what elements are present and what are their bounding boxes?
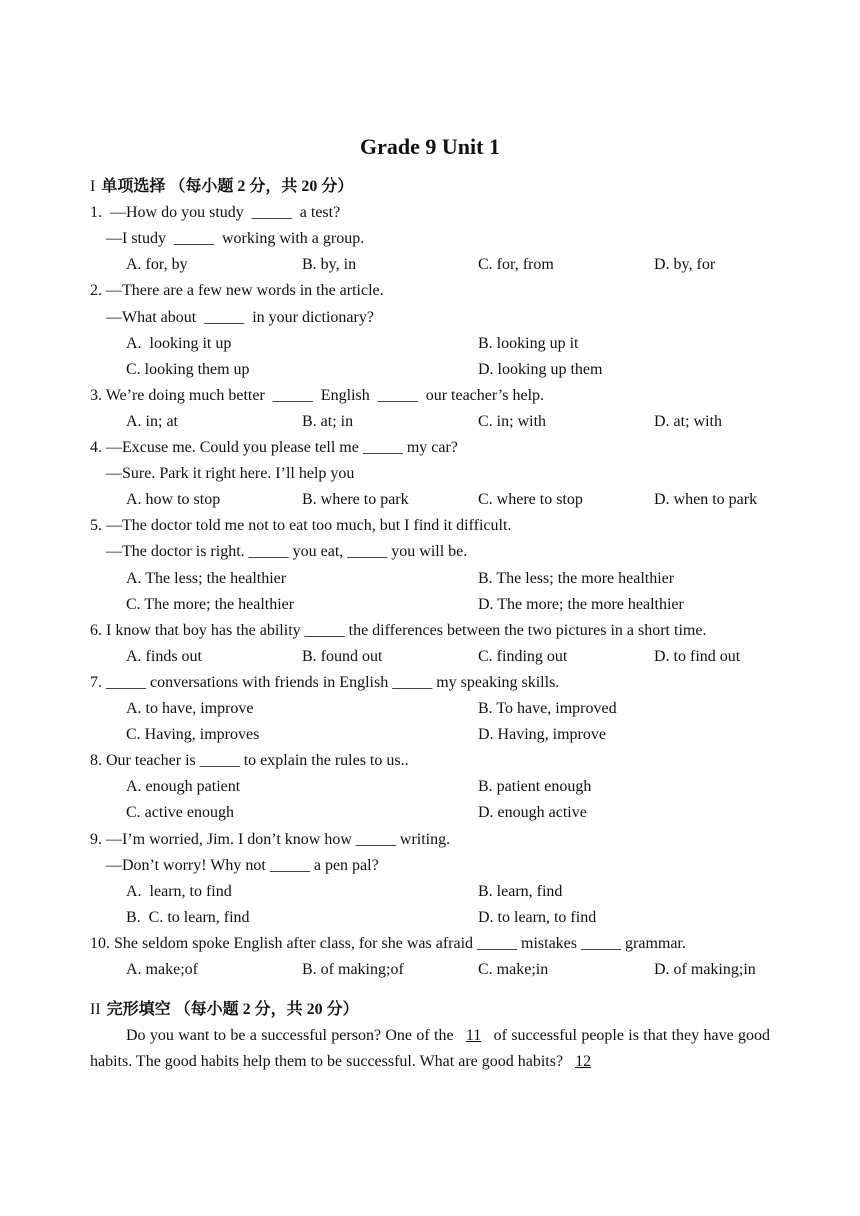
section-number: II xyxy=(90,1001,101,1019)
answer-option: B. of making;of xyxy=(302,961,404,978)
answer-option: C. finding out xyxy=(478,647,568,665)
cloze-blank-number: 11 xyxy=(465,1027,482,1045)
answer-option: D. when to park xyxy=(654,491,758,509)
answer-option: B. To have, improved xyxy=(478,700,617,717)
cloze-passage xyxy=(90,1023,770,1075)
answer-option: C. Having, improves xyxy=(126,726,260,744)
section-number: I xyxy=(90,178,96,195)
answer-option: D. Having, improve xyxy=(478,726,606,744)
answer-option: B. by, in xyxy=(302,256,357,274)
answer-option: A. finds out xyxy=(126,647,202,665)
answer-option: B. looking up it xyxy=(478,334,579,352)
question-stem: 6. I know that boy has the ability _____ the differences between the two pictures in a short time. xyxy=(90,621,707,639)
answer-option: B. learn, find xyxy=(478,882,563,900)
question-stem: —The doctor is right. _____ you eat, _____ you will be. xyxy=(90,543,468,561)
answer-option: D. The more; the more healthier xyxy=(478,595,684,613)
answer-option: B. at; in xyxy=(302,412,354,430)
question-stem: —Sure. Park it right here. I’ll help you xyxy=(90,465,355,483)
answer-option: D. of making;in xyxy=(654,961,756,978)
question-stem: 5. —The doctor told me not to eat too much, but I find it difficult. xyxy=(90,517,512,535)
answer-option: D. at; with xyxy=(654,412,722,430)
answer-option: A. make;of xyxy=(126,961,198,978)
answer-option: A. learn, to find xyxy=(126,882,232,900)
answer-option: D. by, for xyxy=(654,256,716,274)
question-stem: 3. We’re doing much better _____ English _____ our teacher’s help. xyxy=(90,386,545,404)
answer-option: C. active enough xyxy=(126,804,234,822)
question-stem: 4. —Excuse me. Could you please tell me _____ my car? xyxy=(90,439,458,456)
question-stem: 9. —I’m worried, Jim. I don’t know how _____ writing. xyxy=(90,830,451,848)
answer-option: B. found out xyxy=(302,647,383,665)
answer-option: C. in; with xyxy=(478,412,547,430)
answer-option: C. looking them up xyxy=(126,360,250,378)
answer-option: A. to have, improve xyxy=(126,700,254,717)
answer-option: C. for, from xyxy=(478,256,554,274)
cloze-blank-number: 12 xyxy=(575,1053,592,1071)
question-stem: —I study _____ working with a group. xyxy=(90,230,365,248)
answer-option: C. where to stop xyxy=(478,491,583,509)
answer-option: A. for, by xyxy=(126,256,188,274)
answer-option: A. The less; the healthier xyxy=(126,569,287,587)
section-heading-text: 单项选择 （每小题 2 分，共 20 分） xyxy=(101,178,354,195)
answer-option: A. in; at xyxy=(126,412,178,430)
passage-text: Do you want to be a successful person? One of the xyxy=(126,1027,458,1045)
answer-option: D. to find out xyxy=(654,647,741,665)
answer-option: C. make;in xyxy=(478,961,549,978)
page-title: Grade 9 Unit 1 xyxy=(360,134,500,159)
question-stem: 10. She seldom spoke English after class, for she was afraid _____ mistakes _____ grammar. xyxy=(90,934,686,952)
answer-option: C. The more; the healthier xyxy=(126,595,295,613)
question-stem: 7. _____ conversations with friends in English _____ my speaking skills. xyxy=(90,673,560,691)
answer-option: D. looking up them xyxy=(478,360,603,378)
section-heading-cloze xyxy=(90,997,359,1023)
passage-text: of successful people is that they have good habits. The good habits help them to be successful. What are good habits? xyxy=(90,1027,770,1071)
answer-option: D. to learn, to find xyxy=(478,908,597,926)
section-heading-text: 完形填空 （每小题 2 分，共 20 分） xyxy=(106,1001,359,1019)
answer-option: B. C. to learn, find xyxy=(126,908,250,926)
answer-option: A. how to stop xyxy=(126,491,221,509)
question-stem: —Don’t worry! Why not _____ a pen pal? xyxy=(90,856,379,874)
question-stem: 1. —How do you study _____ a test? xyxy=(90,204,341,222)
answer-option: A. looking it up xyxy=(126,334,232,352)
answer-option: A. enough patient xyxy=(126,778,241,796)
answer-option: D. enough active xyxy=(478,804,587,822)
answer-option: B. patient enough xyxy=(478,778,592,796)
answer-option: B. where to park xyxy=(302,491,409,509)
question-stem: 2. —There are a few new words in the article. xyxy=(90,282,384,300)
section-heading-single-choice xyxy=(90,174,353,200)
answer-option: B. The less; the more healthier xyxy=(478,569,675,587)
question-stem: 8. Our teacher is _____ to explain the rules to us.. xyxy=(90,752,409,770)
question-stem: —What about _____ in your dictionary? xyxy=(90,308,374,326)
